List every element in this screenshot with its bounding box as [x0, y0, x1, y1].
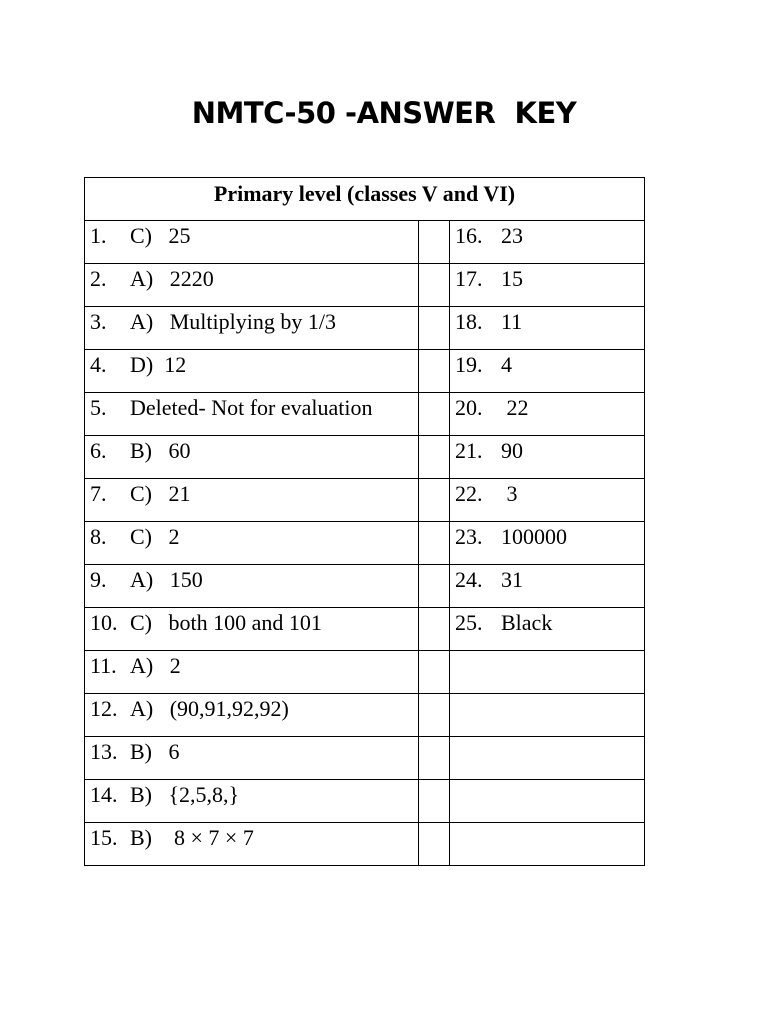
spacer-cell	[419, 221, 450, 264]
question-number: 3.	[90, 309, 107, 334]
spacer-cell	[419, 350, 450, 393]
answer-text: A) 150	[130, 567, 203, 592]
table-row	[85, 823, 645, 866]
right-answer-cell	[450, 479, 645, 522]
answer-text: C) 2	[130, 524, 180, 549]
spacer-cell	[419, 436, 450, 479]
left-answer-cell	[85, 479, 419, 522]
question-number: 19.	[455, 352, 483, 377]
spacer-cell	[419, 479, 450, 522]
right-answer-cell	[450, 737, 645, 780]
left-answer-cell	[85, 350, 419, 393]
answer-text: B) 60	[130, 438, 191, 463]
question-number: 15.	[90, 825, 118, 850]
spacer-cell	[419, 307, 450, 350]
answer-text: 100000	[501, 524, 567, 549]
left-answer-cell	[85, 393, 419, 436]
table-header: Primary level (classes V and VI)	[85, 178, 645, 221]
right-answer-cell	[450, 522, 645, 565]
answer-text: B) {2,5,8,}	[130, 782, 240, 807]
right-answer-cell	[450, 608, 645, 651]
answer-text: C) 21	[130, 481, 191, 506]
answer-text: 4	[501, 352, 512, 377]
answer-text: 23	[501, 223, 523, 248]
question-number: 20.	[455, 395, 483, 420]
answer-text: 3	[501, 481, 518, 506]
right-answer-cell	[450, 780, 645, 823]
left-answer-cell	[85, 608, 419, 651]
answer-text: A) 2	[130, 653, 181, 678]
spacer-cell	[419, 823, 450, 866]
table-row	[85, 651, 645, 694]
question-number: 11.	[90, 653, 117, 678]
answer-text: 15	[501, 266, 523, 291]
left-answer-cell	[85, 436, 419, 479]
right-answer-cell	[450, 694, 645, 737]
question-number: 2.	[90, 266, 107, 291]
answer-text: B) 6	[130, 739, 180, 764]
answer-text: 31	[501, 567, 523, 592]
left-answer-cell	[85, 264, 419, 307]
right-answer-cell	[450, 264, 645, 307]
question-number: 9.	[90, 567, 107, 592]
question-number: 10.	[90, 610, 118, 635]
spacer-cell	[419, 522, 450, 565]
answer-text: 90	[501, 438, 523, 463]
spacer-cell	[419, 264, 450, 307]
answer-text: B) 8 × 7 × 7	[130, 825, 254, 850]
question-number: 18.	[455, 309, 483, 334]
table-row	[85, 350, 645, 393]
answer-text: A) (90,91,92,92)	[130, 696, 289, 721]
table-row	[85, 694, 645, 737]
question-number: 13.	[90, 739, 118, 764]
left-answer-cell	[85, 565, 419, 608]
right-answer-cell	[450, 350, 645, 393]
spacer-cell	[419, 608, 450, 651]
question-number: 12.	[90, 696, 118, 721]
left-answer-cell	[85, 307, 419, 350]
left-answer-cell	[85, 780, 419, 823]
right-answer-cell	[450, 823, 645, 866]
right-answer-cell	[450, 565, 645, 608]
right-answer-cell	[450, 393, 645, 436]
answer-text: 11	[501, 309, 523, 334]
spacer-cell	[419, 780, 450, 823]
spacer-cell	[419, 737, 450, 780]
question-number: 16.	[455, 223, 483, 248]
table-row	[85, 565, 645, 608]
left-answer-cell	[85, 737, 419, 780]
question-number: 4.	[90, 352, 107, 377]
table-row	[85, 479, 645, 522]
spacer-cell	[419, 565, 450, 608]
answer-text: Deleted- Not for evaluation	[130, 395, 373, 420]
table-row	[85, 307, 645, 350]
question-number: 17.	[455, 266, 483, 291]
question-number: 25.	[455, 610, 483, 635]
spacer-cell	[419, 694, 450, 737]
page-title: NMTC-50 -ANSWER KEY	[191, 96, 577, 130]
right-answer-cell	[450, 221, 645, 264]
spacer-cell	[419, 651, 450, 694]
question-number: 7.	[90, 481, 107, 506]
answer-text: C) both 100 and 101	[130, 610, 322, 635]
answer-text: D) 12	[130, 352, 187, 377]
left-answer-cell	[85, 823, 419, 866]
question-number: 23.	[455, 524, 483, 549]
question-number: 24.	[455, 567, 483, 592]
table-row	[85, 608, 645, 651]
table-row	[85, 436, 645, 479]
left-answer-cell	[85, 694, 419, 737]
table-row	[85, 221, 645, 264]
spacer-cell	[419, 393, 450, 436]
answer-text: Black	[501, 610, 553, 635]
table-row	[85, 264, 645, 307]
left-answer-cell	[85, 651, 419, 694]
left-answer-cell	[85, 221, 419, 264]
answer-text: A) Multiplying by 1/3	[130, 309, 336, 334]
table-row	[85, 780, 645, 823]
table-row	[85, 737, 645, 780]
right-answer-cell	[450, 651, 645, 694]
question-number: 22.	[455, 481, 483, 506]
table-row	[85, 522, 645, 565]
right-answer-cell	[450, 307, 645, 350]
question-number: 8.	[90, 524, 107, 549]
table-row	[85, 393, 645, 436]
table-header-row	[85, 178, 645, 221]
answer-text: A) 2220	[130, 266, 214, 291]
question-number: 1.	[90, 223, 107, 248]
answer-text: C) 25	[130, 223, 191, 248]
question-number: 14.	[90, 782, 118, 807]
left-answer-cell	[85, 522, 419, 565]
question-number: 21.	[455, 438, 483, 463]
question-number: 5.	[90, 395, 107, 420]
answer-text: 22	[501, 395, 529, 420]
question-number: 6.	[90, 438, 107, 463]
right-answer-cell	[450, 436, 645, 479]
answer-key-table	[84, 177, 645, 866]
